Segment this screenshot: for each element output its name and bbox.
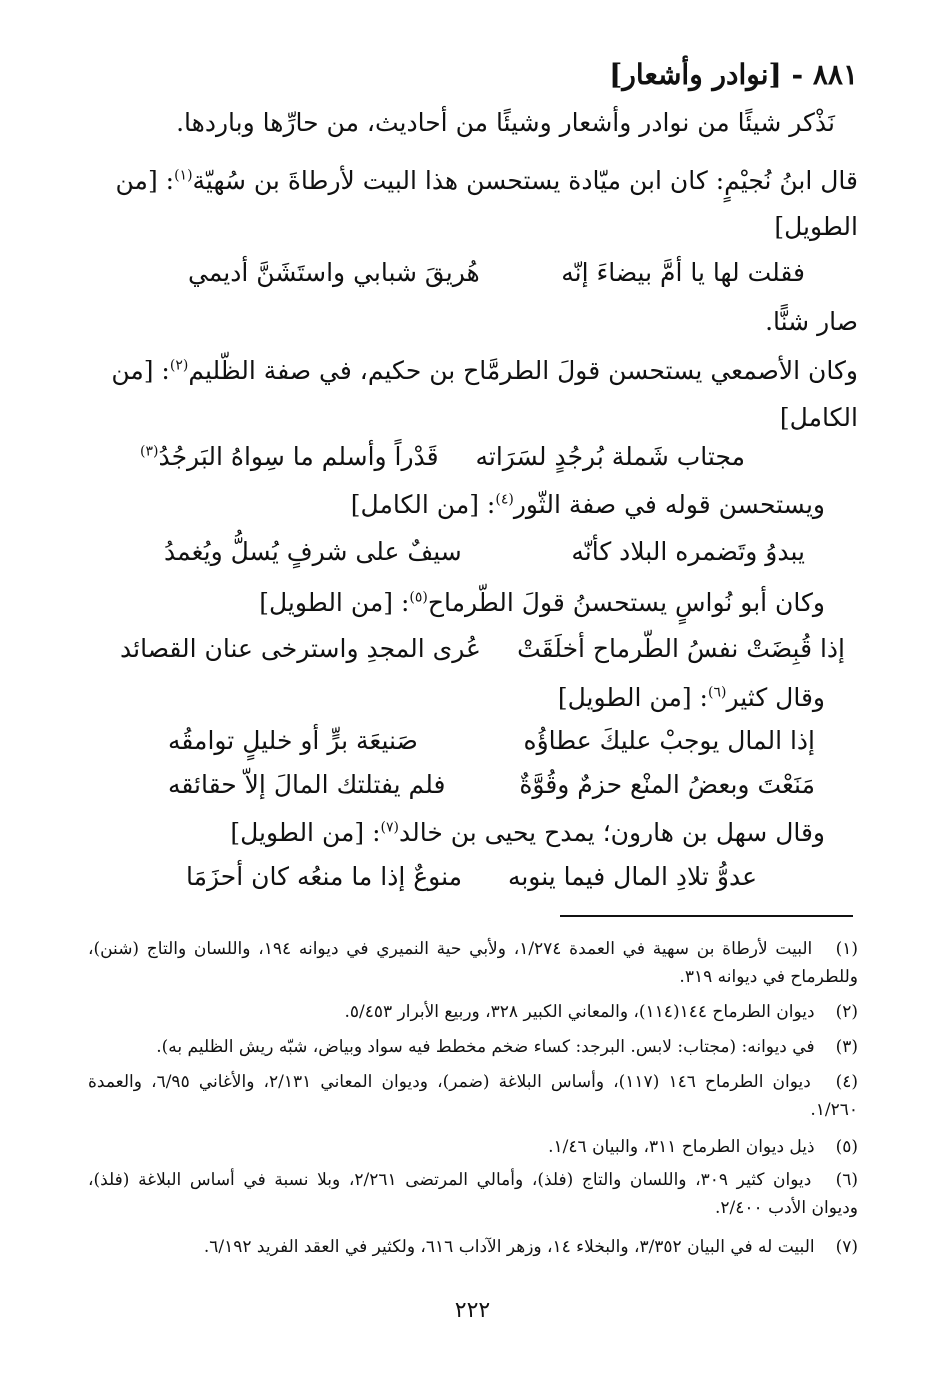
- footnote-4: [88, 1068, 858, 1124]
- page-number: ٢٢٢: [454, 1298, 491, 1323]
- footnote-3: [88, 1033, 858, 1061]
- footnote-ref: (١): [174, 167, 193, 184]
- section-heading: ٨٨١ - [نوادر وأشعار]: [609, 58, 858, 91]
- paragraph-1: [116, 166, 858, 196]
- verse-1-hemistich-b: هُريقَ شبابي واستَشَنَّ أديمي: [188, 258, 480, 287]
- footnote-number: (٧): [835, 1237, 858, 1257]
- hemistich-text: قَدْراً وأسلم ما سِواهُ البَرجُدُ: [158, 442, 439, 471]
- verse-3-hemistich-b: سيفٌ على شرفٍ يُسلُّ ويُغمدُ: [164, 537, 462, 566]
- footnote-ref: (٣): [140, 443, 159, 460]
- footnote-ref: (٥): [409, 589, 428, 606]
- verse-1-hemistich-a: فقلت لها يا أمَّ بيضاءَ إنّه: [561, 258, 805, 287]
- footnote-number: (٣): [835, 1037, 858, 1057]
- verse-5-hemistich-a: إذا المال يوجبْ عليكَ عطاؤُه: [523, 726, 815, 755]
- meter-label: : [من الطويل]: [557, 683, 708, 712]
- verse-4-hemistich-a: إذا قُبِضَتْ نفسُ الطّرماح أخلَقَتْ: [517, 634, 845, 663]
- verse-6-hemistich-b: فلم يفتلتك المالَ إلاّ حقائقه: [168, 770, 446, 799]
- footnote-text: ذيل ديوان الطرماح ٣١١، والبيان ١/٤٦.: [548, 1137, 815, 1157]
- footnote-separator: [560, 915, 853, 917]
- footnote-number: (٥): [835, 1137, 858, 1157]
- footnote-text: البيت له في البيان ٣/٣٥٢، والبخلاء ١٤، وزهر الآداب ٦١٦، ولكثير في العقد الفريد ٦/١٩٢.: [203, 1237, 815, 1257]
- footnote-ref: (٦): [707, 684, 727, 701]
- footnote-7: [88, 1233, 858, 1261]
- footnote-text: ديوان كثير ٣٠٩، واللسان والتاج (فلذ)، وأمالي المرتضى ٢/٢٦١، وبلا نسبة في أساس البلاغة (فلذ)، وديوان الأدب ٢/٤٠٠.: [88, 1170, 858, 1218]
- gloss-line: صار شنًّا.: [765, 307, 858, 336]
- meter-label: : [من الطويل]: [230, 818, 381, 847]
- footnote-text: ديوان الطرماح ١٤٦ (١١٧)، وأساس البلاغة (ضمر)، وديوان المعاني ٢/١٣١، والأغاني ٦/٩٥، والعمدة ١/٢٦٠.: [88, 1072, 858, 1120]
- paragraph-text: وكان الأصمعي يستحسن قولَ الطرمَّاح بن حكيم، في صفة الظّليم: [188, 356, 858, 385]
- footnote-number: (٢): [835, 1002, 858, 1022]
- paragraph-text: قال ابنُ نُجيْمٍ: كان ابن ميّادة يستحسن هذا البيت لأرطاةَ بن سُهيّة: [192, 166, 858, 195]
- verse-2-hemistich-b: [140, 442, 439, 472]
- footnote-text: ديوان الطرماح ١٤٤(١١٤)، والمعاني الكبير ٣٢٨، وربيع الأبرار ٥/٤٥٣.: [344, 1002, 815, 1022]
- paragraph-2: [111, 356, 858, 386]
- verse-7-hemistich-a: عدوُّ تلادِ المال فيما ينوبه: [507, 862, 757, 891]
- footnote-6: [88, 1166, 858, 1222]
- footnote-5: [88, 1133, 858, 1161]
- footnote-number: (٦): [835, 1170, 858, 1190]
- paragraph-4: [259, 588, 825, 618]
- footnote-number: (١): [835, 939, 859, 959]
- footnote-2: [88, 998, 858, 1026]
- paragraph-1-cont: الطويل]: [774, 212, 858, 241]
- footnote-1: [88, 935, 858, 991]
- paragraph-text: ويستحسن قوله في صفة الثّور: [513, 490, 825, 519]
- footnote-number: (٤): [835, 1072, 858, 1092]
- verse-7-hemistich-b: منوعٌ إذا ما منعُه كان أحزَمَا: [186, 862, 463, 891]
- paragraph-text: وقال كثير: [726, 683, 825, 712]
- verse-4-hemistich-b: عُرى المجدِ واسترخى عنان القصائد: [120, 634, 481, 663]
- verse-6-hemistich-a: مَنَعْتَ وبعضُ المنْع حزمٌ وقُوَّةٌ: [519, 770, 815, 799]
- footnote-ref: (٤): [495, 491, 514, 508]
- paragraph-2-cont: الكامل]: [779, 403, 858, 432]
- paragraph-3: [351, 490, 825, 520]
- meter-label: : [من: [111, 356, 170, 385]
- intro-paragraph: نَذْكر شيئًا من نوادر وأشعار وشيئًا من أحاديث، من حارِّها وباردها.: [176, 108, 835, 137]
- footnote-text: في ديوانه: (مجتاب: لابس. البرجد: كساء ضخم مخطط فيه سواد وبياض، شبّه ريش الظليم به).: [156, 1037, 815, 1057]
- paragraph-5: [558, 683, 825, 713]
- meter-label: : [من: [115, 166, 175, 195]
- meter-label: : [من الكامل]: [350, 490, 496, 519]
- verse-3-hemistich-a: يبدوُ وتَضمره البلاد كأنّه: [571, 537, 805, 566]
- footnote-ref: (٢): [169, 357, 189, 374]
- verse-2-hemistich-a: مجتاب شَملة بُرجُدٍ لسَرَاته: [475, 442, 745, 471]
- paragraph-6: [230, 818, 825, 848]
- footnote-text: البيت لأرطاة بن سهية في العمدة ١/٢٧٤، ولأبي حية النميري في ديوانه ١٩٤، واللسان والتاج (شنن)، وللطرماح في ديوانه ٣١٩.: [88, 939, 858, 987]
- meter-label: : [من الطويل]: [259, 588, 410, 617]
- paragraph-text: وقال سهل بن هارون؛ يمدح يحيى بن خالد: [398, 818, 825, 847]
- verse-5-hemistich-b: صَنيعَة برٍّ أو خليلٍ توامقُه: [168, 726, 418, 755]
- paragraph-text: وكان أبو نُواسٍ يستحسنُ قولَ الطّرماح: [427, 588, 825, 617]
- footnote-ref: (٧): [380, 819, 399, 836]
